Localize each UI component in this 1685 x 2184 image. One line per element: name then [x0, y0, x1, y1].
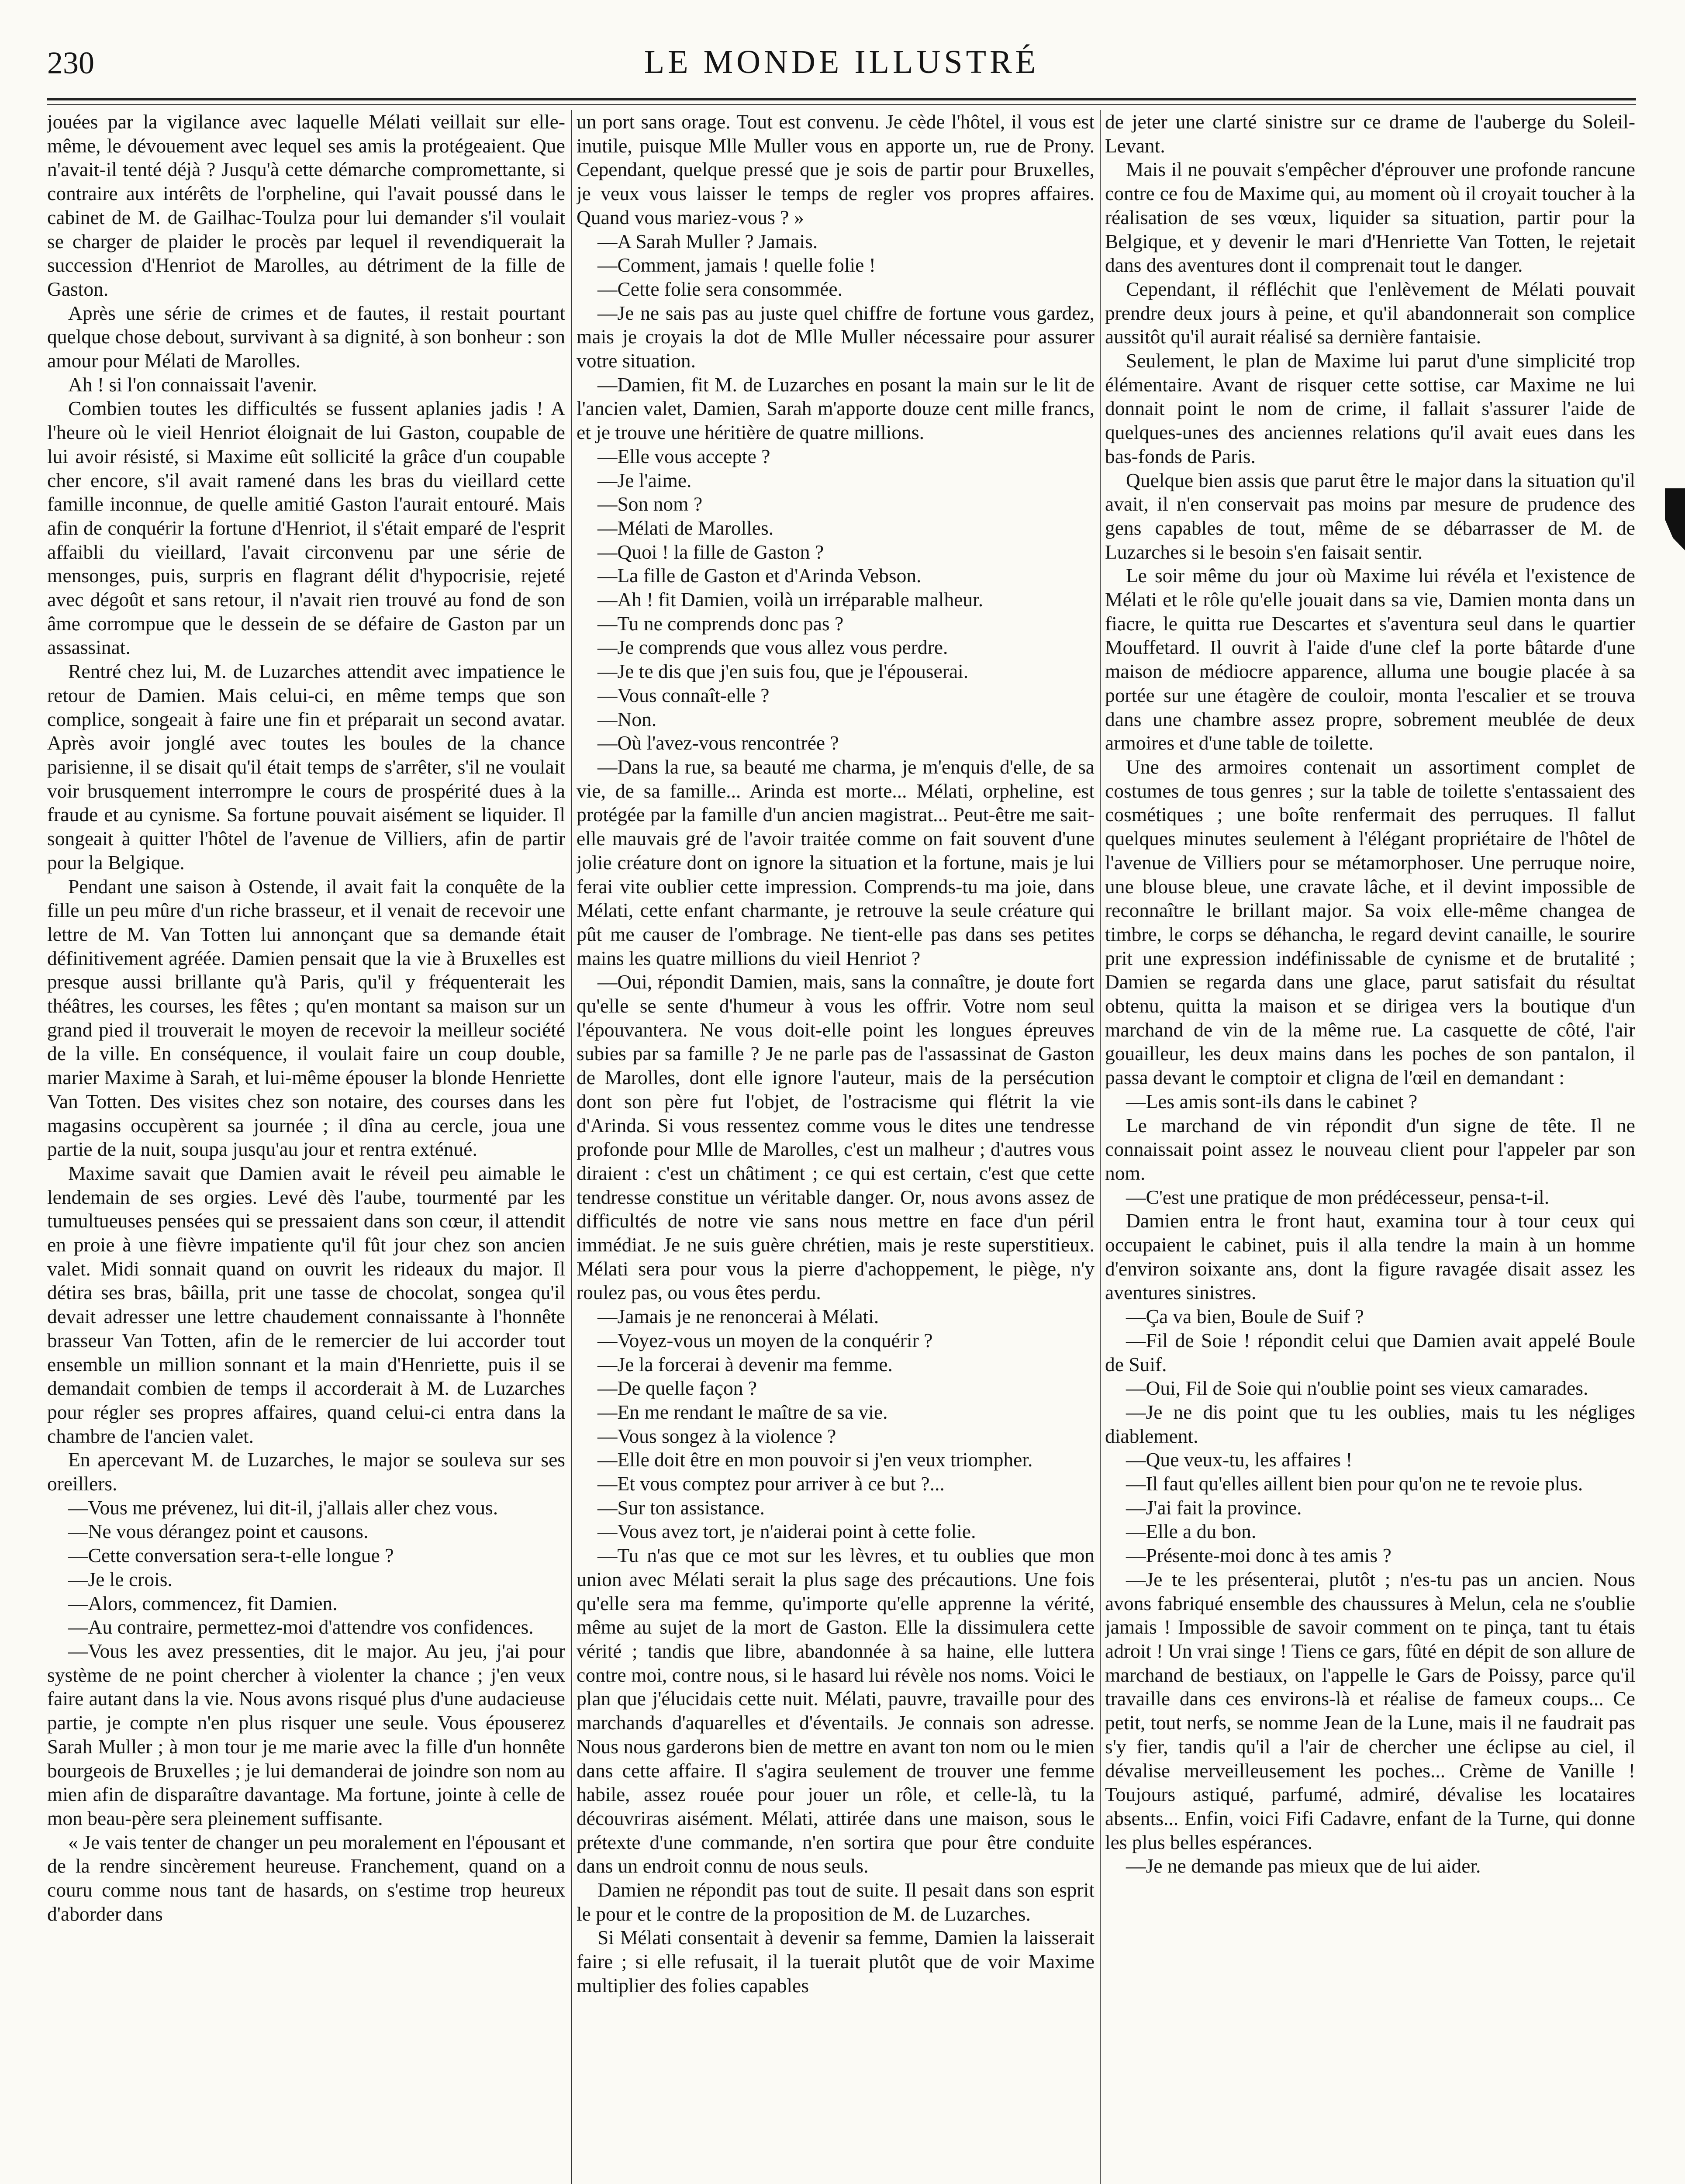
- paragraph: —Je l'aime.: [597, 469, 692, 491]
- header-rule-thick: [47, 98, 1636, 100]
- paragraph: —Et vous comptez pour arriver à ce but ?...: [597, 1472, 945, 1495]
- paragraph: Maxime savait que Damien avait le réveil peu aimable le lendemain de ses orgies. Levé dès l'aube, tourmenté par les tumultueuses pensées qui se pressaient dans son cœur, il attendit en proie à une fièvre impatiente qu'il fût jour chez son ancien valet. Midi sonnait quand on ouvrit les rideaux du major. Il détira ses bras, bâilla, prit une tasse de chocolat, songea qu'il devait adresser une lettre chaudement connaissante à l'honnête brasseur Van Totten, afin de le remercier de lui accorder tout ensemble un million sonnant et la main d'Henriette, puis il se demandait combien de temps il accorderait à M. de Luzarches pour régler ses propres affaires, quand celui-ci entra dans la chambre de l'ancien valet.: [47, 1161, 565, 1447]
- column-divider-1: [571, 110, 572, 2184]
- text-column-1: [47, 110, 565, 2184]
- paragraph: —Je te les présenterai, plutôt ; n'es-tu pas un ancien. Nous avons fabriqué ensemble des chaussures à Melun, cela ne s'oublie jamais ! Impossible de savoir comment on te pinça, tant tu étais adroit ! Un vrai singe ! Tiens ce gars, fûté en dépit de son allure de marchand de bestiaux, on l'appelle le Gars de Poissy, parce qu'il travaille dans ces environs-là et réalise de fameux coups... Ce petit, tout nerfs, se nomme Jean de la Lune, mais il ne faudrait pas s'y fier, tandis qu'il a l'air de chercher une éclipse au ciel, il dévalise merveilleusement les poches... Crème de Vanille ! Toujours astiqué, parfumé, admiré, dévalise les locataires absents... Enfin, voici Fifi Cadavre, enfant de la Turne, qui donne les plus belles espérances.: [1105, 1568, 1635, 1853]
- paragraph: Après une série de crimes et de fautes, il restait pourtant quelque chose debout, survivant à sa dignité, à son bonheur : son amour pour Mélati de Marolles.: [47, 301, 565, 372]
- paragraph: —Jamais je ne renoncerai à Mélati.: [597, 1305, 879, 1328]
- paragraph: —Vous me prévenez, lui dit-il, j'allais aller chez vous.: [68, 1496, 498, 1519]
- header-rule-thin: [47, 104, 1636, 105]
- text-column-3: [1105, 110, 1635, 2184]
- paragraph: —Je te dis que j'en suis fou, que je l'épouserai.: [597, 660, 969, 683]
- paragraph: —De quelle façon ?: [597, 1377, 757, 1400]
- paragraph: —Vous songez à la violence ?: [597, 1424, 836, 1447]
- paragraph: Combien toutes les difficultés se fussent aplanies jadis ! A l'heure où le vieil Henriot éloignait de lui Gaston, coupable de lui avoir résisté, si Maxime eût sollicité la grâce d'un coupable cher encore, s'il avait ramené dans les bras du vieillard cette famille inconnue, de quelle amitié Gaston l'aurait entouré. Mais afin de conquérir la fortune d'Henriot, il s'était emparé de l'esprit affaibli du vieillard, l'avait circonvenu par une série de mensonges, puis, surpris en flagrant délit d'hypocrisie, rejeté avec dégoût et sans retour, il n'avait rien trouvé au fond de son âme corrompue que le dessein de se défaire de Gaston par un assassinat.: [47, 397, 565, 659]
- column-divider-2: [1100, 110, 1101, 2184]
- ink-blot: [1665, 488, 1685, 550]
- paragraph: Damien entra le front haut, examina tour à tour ceux qui occupaient le cabinet, puis il alla tendre la main à un homme d'environ soixante ans, dont la figure ravagée disait assez les aventures sinistres.: [1105, 1209, 1635, 1304]
- paragraph: —Présente-moi donc à tes amis ?: [1126, 1544, 1392, 1567]
- journal-title: LE MONDE ILLUSTRÉ: [644, 44, 1039, 80]
- paragraph: —Je ne demande pas mieux que de lui aider.: [1126, 1855, 1481, 1877]
- paragraph: —Je ne sais pas au juste quel chiffre de fortune vous gardez, mais je croyais la dot de Mlle Muller nécessaire pour assurer votre situation.: [577, 301, 1095, 372]
- paragraph: Damien ne répondit pas tout de suite. Il pesait dans son esprit le pour et le contre de la proposition de M. de Luzarches.: [577, 1879, 1095, 1925]
- paragraph: —Ne vous dérangez point et causons.: [68, 1520, 369, 1543]
- paragraph: —Je la forcerai à devenir ma femme.: [597, 1353, 893, 1375]
- paragraph: —Vous les avez pressenties, dit le major. Au jeu, j'ai pour système de ne point chercher à violenter la chance ; j'en veux faire autant dans la vie. Nous avons risqué plus d'une audacieuse partie, je compte n'en plus risquer une seule. Vous épouserez Sarah Muller ; à mon tour je me marie avec la fille d'un honnête bourgeois de Bruxelles ; je lui demanderai de joindre son nom au mien afin de disparaître davantage. Ma fortune, jointe à celle de mon beau-père sera pleinement suffisante.: [47, 1640, 565, 1829]
- page-number: 230: [47, 45, 94, 80]
- paragraph: —Où l'avez-vous rencontrée ?: [597, 732, 839, 754]
- paragraph: —Ça va bien, Boule de Suif ?: [1126, 1305, 1364, 1328]
- paragraph: —Damien, fit M. de Luzarches en posant la main sur le lit de l'ancien valet, Damien, Sarah m'apporte douze cent mille francs, et je trouve une héritière de quatre millions.: [577, 373, 1095, 444]
- paragraph: —Sur ton assistance.: [597, 1496, 765, 1519]
- paragraph: —Elle doit être en mon pouvoir si j'en veux triompher.: [597, 1448, 1033, 1471]
- paragraph: Rentré chez lui, M. de Luzarches attendit avec impatience le retour de Damien. Mais celui-ci, en même temps que son complice, songeait à faire une fin et préparait un second avatar. Après avoir jonglé avec toutes les boules de la chance parisienne, il se disait qu'il était temps de s'arrêter, s'il ne voulait voir brusquement interrompre le cours de prospérité dues à la fraude et au cynisme. Sa fortune pouvait aisément se liquider. Il songeait à quitter l'hôtel de l'avenue de Villiers, afin de partir pour la Belgique.: [47, 660, 565, 874]
- paragraph: —Ah ! fit Damien, voilà un irréparable malheur.: [597, 588, 984, 611]
- page-header: [47, 41, 1636, 90]
- paragraph: —Il faut qu'elles aillent bien pour qu'on ne te revoie plus.: [1126, 1472, 1583, 1495]
- paragraph: Pendant une saison à Ostende, il avait fait la conquête de la fille un peu mûre d'un riche brasseur, et il venait de recevoir une lettre de M. Van Totten lui annonçant que sa demande était définitivement agréée. Damien pensait que la vie à Bruxelles est presque aussi brillante qu'à Paris, qu'il y fréquenterait les théâtres, les courses, les fêtes ; qu'en montant sa maison sur un grand pied il trouverait le moyen de recevoir la meilleur société de la ville. En conséquence, il voulait faire un coup double, marier Maxime à Sarah, et lui-même épouser la blonde Henriette Van Totten. Des visites chez son notaire, des courses dans les magasins occupèrent sa journée ; il dîna au cercle, joua une partie de la nuit, soupa jusqu'au jour et rentra exténué.: [47, 875, 565, 1161]
- paragraph: —Dans la rue, sa beauté me charma, je m'enquis d'elle, de sa vie, de sa famille... Arinda est morte... Mélati, orpheline, est protégée par la famille d'un ancien magistrat... Peut-être me sait-elle mauvais gré de l'avoir traitée comme on fait souvent d'une jolie créature dont on ignore la situation et la fortune, mais je lui ferai vite oublier cette impression. Comprends-tu ma joie, dans Mélati, cette enfant charmante, je retrouve la seule créature qui pût me causer de l'ombrage. Ne tient-elle pas dans ses petites mains les quatre millions du vieil Henriot ?: [577, 755, 1095, 969]
- paragraph: jouées par la vigilance avec laquelle Mélati veillait sur elle-même, le dévouement avec lequel ses amis la protégeaient. Que n'avait-il tenté déjà ? Jusqu'à cette démarche compromettante, si contraire aux intérêts de l'orpheline, qui l'avait poussé dans le cabinet de M. de Gailhac-Toulza pour lui demander s'il voulait se charger de plaider le procès par lequel il revendiquerait la succession d'Henriot de Marolles, au détriment de la fille de Gaston.: [47, 111, 565, 300]
- paragraph: —Elle vous accepte ?: [597, 445, 770, 467]
- paragraph: Le marchand de vin répondit d'un signe de tête. Il ne connaissait point assez le nouveau client pour l'appeler par son nom.: [1105, 1114, 1635, 1184]
- paragraph: —Tu n'as que ce mot sur les lèvres, et tu oublies que mon union avec Mélati serait la plus sage des précautions. Une fois qu'elle sera ma femme, qu'importe qu'elle apprenne la vérité, même au sujet de la mort de Gaston. Elle la dissimulera cette vérité ; tandis que libre, abandonnée à sa haine, elle luttera contre moi, contre nous, si le hasard lui révèle nos noms. Voici le plan que j'élucidais cette nuit. Mélati, pauvre, travaille pour des marchands d'aquarelles et d'éventails. Je connais son adresse. Nous nous garderons bien de mettre en avant ton nom ou le mien dans cette affaire. Il s'agira seulement de trouver une femme habile, assez rouée pour jouer un rôle, et celle-là, tu la découvriras aisément. Mélati, attirée dans une maison, sous le prétexte d'une commande, n'en sortira que pour être conduite dans un endroit connu de nous seuls.: [577, 1544, 1095, 1877]
- paragraph: Mais il ne pouvait s'empêcher d'éprouver une profonde rancune contre ce fou de Maxime qui, au moment où il croyait toucher à la réalisation de ses vœux, liquider sa situation, partir pour la Belgique, et y devenir le mari d'Henriette Van Totten, le rejetait dans des aventures dont il comprenait tout le danger.: [1105, 158, 1635, 276]
- paragraph: Cependant, il réfléchit que l'enlèvement de Mélati pouvait prendre deux jours à peine, et qu'il abandonnerait son complice aussitôt qu'il aurait réalisé sa dernière fantaisie.: [1105, 277, 1635, 348]
- paragraph: —J'ai fait la province.: [1126, 1496, 1302, 1519]
- paragraph: Seulement, le plan de Maxime lui parut d'une simplicité trop élémentaire. Avant de risquer cette sottise, car Maxime ne lui donnait point le nom de crime, il fallait s'assurer l'aide de quelques-unes des anciennes relations qu'il avait eues dans les bas-fonds de Paris.: [1105, 349, 1635, 467]
- paragraph: En apercevant M. de Luzarches, le major se souleva sur ses oreillers.: [47, 1448, 565, 1495]
- paragraph: —Je le crois.: [68, 1568, 173, 1590]
- paragraph: Quelque bien assis que parut être le major dans la situation qu'il avait, il n'en conservait pas moins par mesure de prudence des gens capables de tout, même de se débarrasser de M. de Luzarches si le besoin s'en faisait sentir.: [1105, 469, 1635, 563]
- paragraph: Ah ! si l'on connaissait l'avenir.: [68, 373, 317, 396]
- paragraph: —Je ne dis point que tu les oublies, mais tu les négliges diablement.: [1105, 1400, 1635, 1447]
- paragraph: —Cette conversation sera-t-elle longue ?: [68, 1544, 394, 1567]
- paragraph: Le soir même du jour où Maxime lui révéla et l'existence de Mélati et le rôle qu'elle jouait dans sa vie, Damien monta dans un fiacre, le quitta rue Descartes et s'aventura seul dans le quartier Mouffetard. Il ouvrit à l'aide d'une clef la porte bâtarde d'une maison de médiocre apparence, alluma une bougie placée à sa portée sur une étagère de couloir, monta l'escalier et se trouva dans une chambre assez propre, sobrement meublée de deux armoires et d'une table de toilette.: [1105, 564, 1635, 754]
- paragraph: —La fille de Gaston et d'Arinda Vebson.: [597, 564, 922, 587]
- paragraph: —Son nom ?: [597, 493, 703, 515]
- paragraph: —Au contraire, permettez-moi d'attendre vos confidences.: [68, 1616, 534, 1638]
- paragraph: —Je comprends que vous allez vous perdre.: [597, 636, 948, 659]
- paragraph: —Vous avez tort, je n'aiderai point à cette folie.: [597, 1520, 976, 1543]
- paragraph: —C'est une pratique de mon prédécesseur, pensa-t-il.: [1126, 1185, 1550, 1208]
- paragraph: —Fil de Soie ! répondit celui que Damien avait appelé Boule de Suif.: [1105, 1329, 1635, 1375]
- paragraph: —En me rendant le maître de sa vie.: [597, 1400, 888, 1423]
- paragraph: —Elle a du bon.: [1126, 1520, 1257, 1543]
- paragraph: —Voyez-vous un moyen de la conquérir ?: [597, 1329, 933, 1351]
- paragraph: —Tu ne comprends donc pas ?: [597, 612, 844, 635]
- paragraph: —Vous connaît-elle ?: [597, 684, 770, 706]
- paragraph: —Oui, Fil de Soie qui n'oublie point ses vieux camarades.: [1126, 1377, 1588, 1400]
- paragraph: —Oui, répondit Damien, mais, sans la connaître, je doute fort qu'elle se sente d'humeur à vous les offrir. Votre nom seul l'épouvantera. Ne vous doit-elle point les longues épreuves subies par sa famille ? Je ne parle pas de l'assassinat de Gaston de Marolles, dont elle ignore l'auteur, mais de la persécution dont son père fut l'objet, de l'ostracisme qui flétrit la vie d'Arinda. Si vous ressentez comme vous le dites une tendresse profonde pour Mlle de Marolles, c'est un malheur ; d'autres vous diraient : c'est un châtiment ; ce qui est certain, c'est que cette tendresse constitue un véritable danger. Or, nous avons assez de difficultés de notre vie sans nous mettre en face d'un péril immédiat. Je ne suis guère chrétien, mais je reste superstitieux. Mélati sera pour vous la pierre d'achoppement, le piège, n'y roulez pas, ou vous êtes perdu.: [577, 971, 1095, 1304]
- paragraph: —Quoi ! la fille de Gaston ?: [597, 540, 824, 563]
- paragraph: un port sans orage. Tout est convenu. Je cède l'hôtel, il vous est inutile, puisque Mlle Muller vous en apporte un, rue de Prony. Cependant, quelque pressé que je sois de partir pour Bruxelles, je veux vous laisser le temps de regler vos propres affaires. Quand vous mariez-vous ? »: [577, 111, 1095, 228]
- paragraph: —Cette folie sera consommée.: [597, 277, 842, 300]
- paragraph: Si Mélati consentait à devenir sa femme, Damien la laisserait faire ; si elle refusait, il la tuerait plutôt que de voir Maxime multiplier des folies capables: [577, 1926, 1095, 1997]
- paragraph: de jeter une clarté sinistre sur ce drame de l'auberge du Soleil-Levant.: [1105, 111, 1635, 157]
- paragraph: —Les amis sont-ils dans le cabinet ?: [1126, 1090, 1418, 1113]
- paragraph: Une des armoires contenait un assortiment complet de costumes de tous genres ; sur la table de toilette s'entassaient des cosmétiques ; une boîte renfermait des perruques. Il fallut quelques minutes seulement à l'élégant propriétaire de l'hôtel de l'avenue de Villiers pour se métamorphoser. Une perruque noire, une blouse bleue, une cravate lâche, et il devint impossible de reconnaître le brillant major. Sa voix elle-même changea de timbre, le corps se déhancha, le regard devint canaille, le sourire prit une expression indéfinissable de cynisme et de brutalité ; Damien se regarda dans une glace, parut satisfait du résultat obtenu, quitta la maison et se dirigea vers la boutique d'un marchand de vin de la même rue. La casquette de côté, l'air gouailleur, les deux mains dans les poches de son pantalon, il passa devant le comptoir et cligna de l'œil en demandant :: [1105, 755, 1635, 1089]
- paragraph: —A Sarah Muller ? Jamais.: [597, 230, 818, 252]
- paragraph: « Je vais tenter de changer un peu moralement en l'épousant et de la rendre sincèrement heureuse. Franchement, quand on a couru comme nous tant de hasards, on s'estime trop heureux d'aborder dans: [47, 1831, 565, 1925]
- paragraph: —Comment, jamais ! quelle folie !: [597, 254, 876, 276]
- paragraph: —Alors, commencez, fit Damien.: [68, 1592, 338, 1614]
- paragraph: —Que veux-tu, les affaires !: [1126, 1448, 1353, 1471]
- text-column-2: [577, 110, 1095, 2184]
- paragraph: —Non.: [597, 708, 657, 730]
- paragraph: —Mélati de Marolles.: [597, 516, 774, 539]
